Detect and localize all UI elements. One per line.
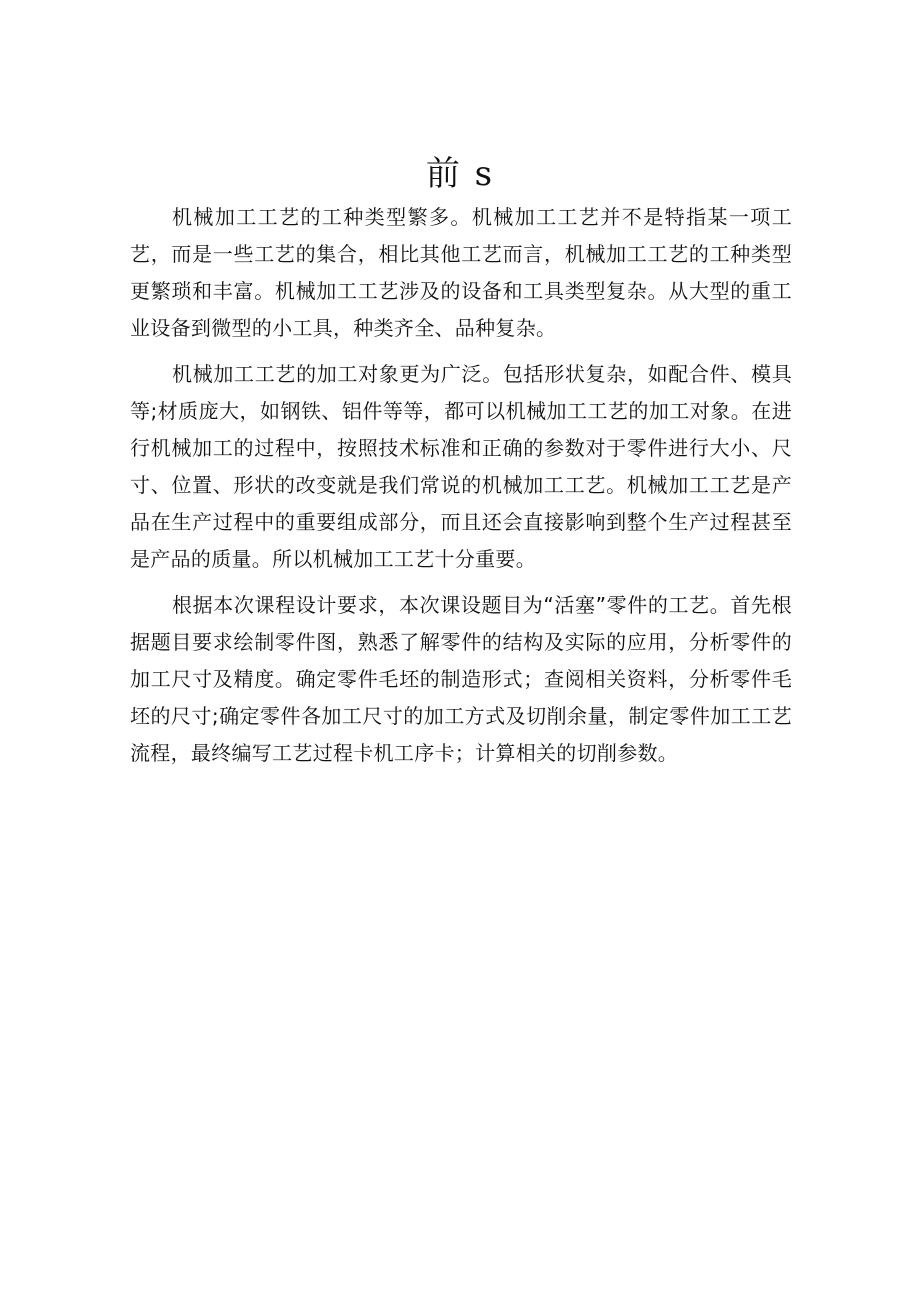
document-body [130,199,792,781]
paragraph-2: 机械加工工艺的加工对象更为广泛。包括形状复杂，如配合件、模具等;材质庞大，如钢铁、铝件等等，都可以机械加工工艺的加工对象。在进行机械加工的过程中，按照技术标准和正确的参数对于零件进行大小、尺寸、位置、形状的改变就是我们常说的机械加工工艺。机械加工工艺是产品在生产过程中的重要组成部分，而且还会直接影响到整个生产过程甚至是产品的质量。所以机械加工工艺十分重要。 [130,362,792,571]
paragraph-1: 机械加工工艺的工种类型繁多。机械加工工艺并不是特指某一项工艺，而是一些工艺的集合，相比其他工艺而言，机械加工工艺的工种类型更繁琐和丰富。机械加工工艺涉及的设备和工具类型复杂。从大型的重工业设备到微型的小工具，种类齐全、品种复杂。 [130,205,792,340]
page-title: 前 s [425,154,495,194]
paragraph-3: 根据本次课程设计要求，本次课设题目为“活塞”零件的工艺。首先根据题目要求绘制零件图，熟悉了解零件的结构及实际的应用，分析零件的加工尺寸及精度。确定零件毛坯的制造形式；查阅相关资料，分析零件毛坯的尺寸;确定零件各加工尺寸的加工方式及切削余量，制定零件加工工艺流程，最终编写工艺过程卡机工序卡；计算相关的切削参数。 [130,593,792,765]
